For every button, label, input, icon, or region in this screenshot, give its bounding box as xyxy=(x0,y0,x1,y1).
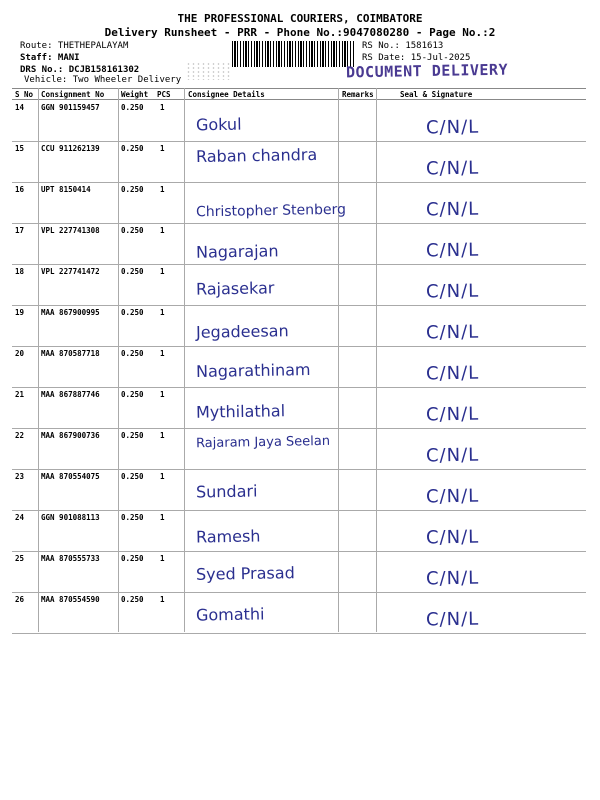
pcs-value: 1 xyxy=(160,185,165,194)
seal-signature: C/N/L xyxy=(425,362,480,385)
row-divider xyxy=(12,469,586,470)
table-header-rule xyxy=(12,99,586,100)
col-header-consignment: Consignment No xyxy=(41,90,105,99)
pcs-value: 1 xyxy=(160,554,165,563)
rs-date: RS Date: 15-Jul-2025 xyxy=(362,53,471,63)
serial-number: 26 xyxy=(15,595,25,604)
col-header-signature: Seal & Signature xyxy=(400,90,473,99)
seal-signature: C/N/L xyxy=(425,321,480,344)
weight-value: 0.250 xyxy=(121,595,144,604)
serial-number: 16 xyxy=(15,185,25,194)
weight-value: 0.250 xyxy=(121,267,144,276)
row-divider xyxy=(12,264,586,265)
col-header-weight: Weight xyxy=(121,90,149,99)
consignment-number: MAA 867887746 xyxy=(41,390,100,399)
consignee-handwritten-name: Syed Prasad xyxy=(195,563,295,584)
row-divider xyxy=(12,305,586,306)
consignment-number: GGN 901159457 xyxy=(41,103,100,112)
weight-value: 0.250 xyxy=(121,349,144,358)
row-divider xyxy=(12,387,586,388)
weight-value: 0.250 xyxy=(121,431,144,440)
serial-number: 20 xyxy=(15,349,25,358)
pcs-value: 1 xyxy=(160,308,165,317)
row-divider xyxy=(12,633,586,634)
consignment-number: VPL 227741472 xyxy=(41,267,100,276)
barcode-image xyxy=(232,41,354,67)
pcs-value: 1 xyxy=(160,431,165,440)
route-label: Route: THETHEPALAYAM xyxy=(20,41,129,51)
row-divider xyxy=(12,346,586,347)
consignee-handwritten-name: Rajaram Jaya Seelan xyxy=(195,433,331,452)
serial-number: 14 xyxy=(15,103,25,112)
row-divider xyxy=(12,510,586,511)
consignment-number: MAA 870554075 xyxy=(41,472,100,481)
weight-value: 0.250 xyxy=(121,226,144,235)
row-divider xyxy=(12,428,586,429)
consignment-number: CCU 911262139 xyxy=(41,144,100,153)
pcs-value: 1 xyxy=(160,390,165,399)
consignee-handwritten-name: Gokul xyxy=(195,114,242,135)
seal-signature: C/N/L xyxy=(425,198,480,221)
weight-value: 0.250 xyxy=(121,185,144,194)
pcs-value: 1 xyxy=(160,513,165,522)
seal-signature: C/N/L xyxy=(425,116,480,139)
consignment-number: VPL 227741308 xyxy=(41,226,100,235)
serial-number: 23 xyxy=(15,472,25,481)
consignment-number: MAA 870555733 xyxy=(41,554,100,563)
col-header-remarks: Remarks xyxy=(342,90,374,99)
col-header-pcs: PCS xyxy=(157,90,171,99)
serial-number: 19 xyxy=(15,308,25,317)
weight-value: 0.250 xyxy=(121,144,144,153)
document-delivery-stamp: DOCUMENT DELIVERY xyxy=(345,60,509,82)
serial-number: 21 xyxy=(15,390,25,399)
seal-signature: C/N/L xyxy=(425,567,480,590)
consignee-handwritten-name: Nagarajan xyxy=(195,241,279,262)
consignee-handwritten-name: Nagarathinam xyxy=(195,360,311,381)
consignee-handwritten-name: Mythilathal xyxy=(195,401,286,422)
consignment-number: MAA 867900995 xyxy=(41,308,100,317)
col-header-consignee: Consignee Details xyxy=(188,90,265,99)
consignee-handwritten-name: Raban chandra xyxy=(195,144,318,167)
consignment-number: MAA 870554590 xyxy=(41,595,100,604)
rs-number: RS No.: 1581613 xyxy=(362,41,444,51)
seal-signature: C/N/L xyxy=(425,526,480,549)
pcs-value: 1 xyxy=(160,226,165,235)
seal-signature: C/N/L xyxy=(425,280,480,303)
seal-signature: C/N/L xyxy=(425,157,480,180)
row-divider xyxy=(12,182,586,183)
seal-signature: C/N/L xyxy=(425,444,480,467)
serial-number: 17 xyxy=(15,226,25,235)
weight-value: 0.250 xyxy=(121,308,144,317)
seal-signature: C/N/L xyxy=(425,403,480,426)
pcs-value: 1 xyxy=(160,472,165,481)
weight-value: 0.250 xyxy=(121,390,144,399)
serial-number: 22 xyxy=(15,431,25,440)
row-divider xyxy=(12,223,586,224)
staff-label: Staff: MANI xyxy=(20,53,80,63)
row-divider xyxy=(12,141,586,142)
consignment-number: MAA 867900736 xyxy=(41,431,100,440)
seal-signature: C/N/L xyxy=(425,608,480,631)
row-divider xyxy=(12,592,586,593)
consignment-number: MAA 870587718 xyxy=(41,349,100,358)
consignee-handwritten-name: Christopher Stenberg xyxy=(195,201,347,221)
company-title: THE PROFESSIONAL COURIERS, COIMBATORE xyxy=(177,12,423,25)
serial-number: 15 xyxy=(15,144,25,153)
seal-signature: C/N/L xyxy=(425,239,480,262)
row-divider xyxy=(12,551,586,552)
serial-number: 18 xyxy=(15,267,25,276)
seal-signature: C/N/L xyxy=(425,485,480,508)
serial-number: 24 xyxy=(15,513,25,522)
consignee-handwritten-name: Sundari xyxy=(195,481,258,502)
pcs-value: 1 xyxy=(160,144,165,153)
drs-number: DRS No.: DCJB158161302 xyxy=(20,65,140,75)
weight-value: 0.250 xyxy=(121,472,144,481)
table-top-rule xyxy=(12,88,586,89)
col-header-sno: S No xyxy=(15,90,34,99)
runsheet-subtitle: Delivery Runsheet - PRR - Phone No.:9047080280 - Page No.:2 xyxy=(104,26,496,39)
consignee-handwritten-name: Jegadeesan xyxy=(195,321,289,342)
weight-value: 0.250 xyxy=(121,554,144,563)
consignment-number: GGN 901088113 xyxy=(41,513,100,522)
consignee-handwritten-name: Ramesh xyxy=(195,526,261,547)
serial-number: 25 xyxy=(15,554,25,563)
weight-value: 0.250 xyxy=(121,513,144,522)
weight-value: 0.250 xyxy=(121,103,144,112)
pcs-value: 1 xyxy=(160,349,165,358)
consignee-handwritten-name: Rajasekar xyxy=(195,278,275,299)
vehicle-label: Vehicle: Two Wheeler Delivery xyxy=(24,75,182,85)
pcs-value: 1 xyxy=(160,267,165,276)
consignee-handwritten-name: Gomathi xyxy=(195,604,265,625)
pcs-value: 1 xyxy=(160,595,165,604)
pcs-value: 1 xyxy=(160,103,165,112)
scan-noise xyxy=(186,62,232,80)
consignment-number: UPT 8150414 xyxy=(41,185,91,194)
